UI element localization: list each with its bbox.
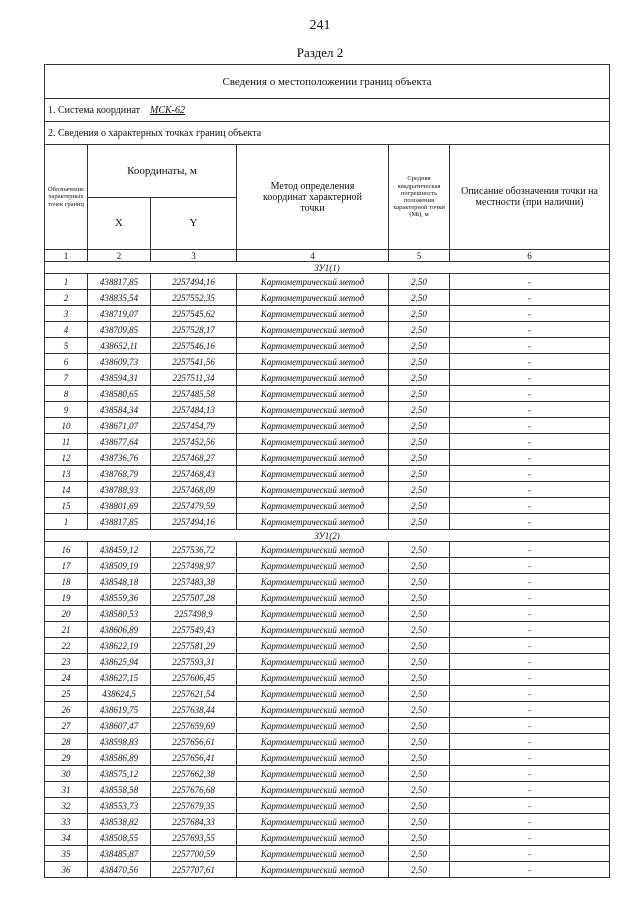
group-label: ЗУ1(1) (45, 262, 610, 274)
mse-cell: 2,50 (389, 434, 450, 450)
table-title: Сведения о местоположении границ объекта (45, 65, 610, 99)
x-coordinate: 438671,07 (88, 418, 151, 434)
points-label: 2. Сведения о характерных точках границ объекта (45, 122, 610, 145)
y-coordinate: 2257468,09 (151, 482, 237, 498)
description-cell: - (450, 590, 610, 606)
mse-cell: 2,50 (389, 558, 450, 574)
table-row (45, 606, 610, 622)
table-row (45, 862, 610, 878)
header-y: Y (151, 198, 237, 250)
y-coordinate: 2257676,68 (151, 782, 237, 798)
y-coordinate: 2257484,13 (151, 402, 237, 418)
x-coordinate: 438485,87 (88, 846, 151, 862)
y-coordinate: 2257468,27 (151, 450, 237, 466)
point-number: 24 (45, 670, 88, 686)
x-coordinate: 438768,79 (88, 466, 151, 482)
point-number: 18 (45, 574, 88, 590)
table-row (45, 622, 610, 638)
x-coordinate: 438607,47 (88, 718, 151, 734)
description-cell: - (450, 482, 610, 498)
column-number: 6 (450, 250, 610, 262)
mse-cell: 2,50 (389, 514, 450, 530)
table-row (45, 638, 610, 654)
point-number: 6 (45, 354, 88, 370)
point-number: 20 (45, 606, 88, 622)
table-row (45, 386, 610, 402)
y-coordinate: 2257552,35 (151, 290, 237, 306)
description-cell: - (450, 370, 610, 386)
column-number: 2 (88, 250, 151, 262)
mse-cell: 2,50 (389, 814, 450, 830)
method-cell: Картометрический метод (237, 638, 389, 654)
mse-cell: 2,50 (389, 718, 450, 734)
mse-cell: 2,50 (389, 782, 450, 798)
point-number: 16 (45, 542, 88, 558)
description-cell: - (450, 274, 610, 290)
method-cell: Картометрический метод (237, 574, 389, 590)
x-coordinate: 438509,19 (88, 558, 151, 574)
point-number: 21 (45, 622, 88, 638)
point-number: 22 (45, 638, 88, 654)
point-number: 3 (45, 306, 88, 322)
x-coordinate: 438736,76 (88, 450, 151, 466)
mse-cell: 2,50 (389, 846, 450, 862)
coord-system-row (45, 99, 610, 122)
group-header-row (45, 530, 610, 542)
method-cell: Картометрический метод (237, 590, 389, 606)
mse-cell: 2,50 (389, 766, 450, 782)
table-row (45, 654, 610, 670)
point-number: 33 (45, 814, 88, 830)
method-cell: Картометрический метод (237, 814, 389, 830)
description-cell: - (450, 798, 610, 814)
table-row (45, 798, 610, 814)
point-number: 26 (45, 702, 88, 718)
x-coordinate: 438606,89 (88, 622, 151, 638)
x-coordinate: 438459,12 (88, 542, 151, 558)
table-row (45, 686, 610, 702)
description-cell: - (450, 862, 610, 878)
header-method: Метод определения координат характерной точки (237, 145, 389, 250)
point-number: 25 (45, 686, 88, 702)
x-coordinate: 438598,83 (88, 734, 151, 750)
table-row (45, 466, 610, 482)
mse-cell: 2,50 (389, 542, 450, 558)
section-title: Раздел 2 (296, 45, 344, 60)
y-coordinate: 2257511,34 (151, 370, 237, 386)
group-label: ЗУ1(2) (45, 530, 610, 542)
header-mse: Средняя квадратическая погрешность положения характерной точки (Mt), м (389, 145, 450, 250)
method-cell: Картометрический метод (237, 798, 389, 814)
table-row (45, 498, 610, 514)
table-row (45, 338, 610, 354)
x-coordinate: 438625,94 (88, 654, 151, 670)
x-coordinate: 438801,69 (88, 498, 151, 514)
description-cell: - (450, 402, 610, 418)
description-cell: - (450, 542, 610, 558)
mse-cell: 2,50 (389, 862, 450, 878)
description-cell: - (450, 466, 610, 482)
method-cell: Картометрический метод (237, 290, 389, 306)
point-number: 14 (45, 482, 88, 498)
table-row (45, 718, 610, 734)
point-number: 36 (45, 862, 88, 878)
method-cell: Картометрический метод (237, 338, 389, 354)
method-cell: Картометрический метод (237, 418, 389, 434)
x-coordinate: 438817,85 (88, 274, 151, 290)
mse-cell: 2,50 (389, 354, 450, 370)
description-cell: - (450, 386, 610, 402)
method-cell: Картометрический метод (237, 622, 389, 638)
point-number: 29 (45, 750, 88, 766)
coord-system-value: МСК-62 (150, 104, 186, 116)
y-coordinate: 2257656,61 (151, 734, 237, 750)
method-cell: Картометрический метод (237, 306, 389, 322)
table-row (45, 814, 610, 830)
x-coordinate: 438580,65 (88, 386, 151, 402)
y-coordinate: 2257593,31 (151, 654, 237, 670)
mse-cell: 2,50 (389, 574, 450, 590)
method-cell: Картометрический метод (237, 766, 389, 782)
x-coordinate: 438548,18 (88, 574, 151, 590)
point-number: 4 (45, 322, 88, 338)
mse-cell: 2,50 (389, 686, 450, 702)
point-number: 31 (45, 782, 88, 798)
x-coordinate: 438575,12 (88, 766, 151, 782)
table-row (45, 830, 610, 846)
x-coordinate: 438652,11 (88, 338, 151, 354)
description-cell: - (450, 290, 610, 306)
mse-cell: 2,50 (389, 274, 450, 290)
point-number: 11 (45, 434, 88, 450)
page-number: 241 (309, 18, 331, 33)
method-cell: Картометрический метод (237, 702, 389, 718)
description-cell: - (450, 654, 610, 670)
x-coordinate: 438677,64 (88, 434, 151, 450)
x-coordinate: 438624,5 (88, 686, 151, 702)
x-coordinate: 438538,82 (88, 814, 151, 830)
mse-cell: 2,50 (389, 338, 450, 354)
header-description: Описание обозначения точки на местности (при наличии) (450, 145, 610, 250)
mse-cell: 2,50 (389, 654, 450, 670)
table-row (45, 846, 610, 862)
y-coordinate: 2257606,45 (151, 670, 237, 686)
x-coordinate: 438584,34 (88, 402, 151, 418)
description-cell: - (450, 846, 610, 862)
method-cell: Картометрический метод (237, 498, 389, 514)
y-coordinate: 2257494,16 (151, 274, 237, 290)
description-cell: - (450, 638, 610, 654)
y-coordinate: 2257546,16 (151, 338, 237, 354)
method-cell: Картометрический метод (237, 750, 389, 766)
description-cell: - (450, 418, 610, 434)
mse-cell: 2,50 (389, 622, 450, 638)
point-number: 28 (45, 734, 88, 750)
table-row (45, 574, 610, 590)
description-cell: - (450, 686, 610, 702)
table-row (45, 450, 610, 466)
point-number: 30 (45, 766, 88, 782)
method-cell: Картометрический метод (237, 402, 389, 418)
table-row (45, 434, 610, 450)
description-cell: - (450, 606, 610, 622)
description-cell: - (450, 338, 610, 354)
point-number: 2 (45, 290, 88, 306)
y-coordinate: 2257700,59 (151, 846, 237, 862)
column-number: 3 (151, 250, 237, 262)
x-coordinate: 438622,19 (88, 638, 151, 654)
description-cell: - (450, 734, 610, 750)
point-number: 35 (45, 846, 88, 862)
y-coordinate: 2257693,55 (151, 830, 237, 846)
mse-cell: 2,50 (389, 386, 450, 402)
method-cell: Картометрический метод (237, 450, 389, 466)
y-coordinate: 2257479,59 (151, 498, 237, 514)
table-row (45, 514, 610, 530)
mse-cell: 2,50 (389, 402, 450, 418)
mse-cell: 2,50 (389, 750, 450, 766)
table-row (45, 670, 610, 686)
table-row (45, 418, 610, 434)
y-coordinate: 2257536,72 (151, 542, 237, 558)
mse-cell: 2,50 (389, 418, 450, 434)
description-cell: - (450, 514, 610, 530)
mse-cell: 2,50 (389, 370, 450, 386)
description-cell: - (450, 322, 610, 338)
table-row (45, 782, 610, 798)
mse-cell: 2,50 (389, 830, 450, 846)
method-cell: Картометрический метод (237, 274, 389, 290)
description-cell: - (450, 750, 610, 766)
mse-cell: 2,50 (389, 606, 450, 622)
description-cell: - (450, 450, 610, 466)
method-cell: Картометрический метод (237, 862, 389, 878)
x-coordinate: 438558,58 (88, 782, 151, 798)
y-coordinate: 2257485,58 (151, 386, 237, 402)
method-cell: Картометрический метод (237, 434, 389, 450)
method-cell: Картометрический метод (237, 466, 389, 482)
point-number: 8 (45, 386, 88, 402)
x-coordinate: 438719,07 (88, 306, 151, 322)
mse-cell: 2,50 (389, 482, 450, 498)
method-cell: Картометрический метод (237, 514, 389, 530)
header-point-designation: Обозначение характерных точек границ (45, 145, 88, 250)
point-number: 23 (45, 654, 88, 670)
table-row (45, 590, 610, 606)
description-cell: - (450, 782, 610, 798)
mse-cell: 2,50 (389, 590, 450, 606)
y-coordinate: 2257498,9 (151, 606, 237, 622)
y-coordinate: 2257507,28 (151, 590, 237, 606)
y-coordinate: 2257662,38 (151, 766, 237, 782)
method-cell: Картометрический метод (237, 686, 389, 702)
description-cell: - (450, 434, 610, 450)
table-row (45, 766, 610, 782)
point-number: 19 (45, 590, 88, 606)
point-number: 12 (45, 450, 88, 466)
table-row (45, 702, 610, 718)
point-number: 1 (45, 274, 88, 290)
table-row (45, 402, 610, 418)
y-coordinate: 2257498,97 (151, 558, 237, 574)
y-coordinate: 2257528,17 (151, 322, 237, 338)
mse-cell: 2,50 (389, 798, 450, 814)
mse-cell: 2,50 (389, 638, 450, 654)
column-number: 1 (45, 250, 88, 262)
y-coordinate: 2257454,79 (151, 418, 237, 434)
method-cell: Картометрический метод (237, 782, 389, 798)
point-number: 7 (45, 370, 88, 386)
description-cell: - (450, 574, 610, 590)
header-x: X (88, 198, 151, 250)
group-header-row (45, 262, 610, 274)
method-cell: Картометрический метод (237, 606, 389, 622)
description-cell: - (450, 558, 610, 574)
method-cell: Картометрический метод (237, 718, 389, 734)
y-coordinate: 2257684,33 (151, 814, 237, 830)
method-cell: Картометрический метод (237, 354, 389, 370)
y-coordinate: 2257656,41 (151, 750, 237, 766)
x-coordinate: 438709,85 (88, 322, 151, 338)
point-number: 27 (45, 718, 88, 734)
method-cell: Картометрический метод (237, 558, 389, 574)
method-cell: Картометрический метод (237, 846, 389, 862)
column-number: 5 (389, 250, 450, 262)
description-cell: - (450, 830, 610, 846)
point-number: 15 (45, 498, 88, 514)
x-coordinate: 438470,56 (88, 862, 151, 878)
description-cell: - (450, 766, 610, 782)
table-row (45, 354, 610, 370)
method-cell: Картометрический метод (237, 830, 389, 846)
coord-system-label: 1. Система координат (48, 104, 141, 116)
y-coordinate: 2257581,29 (151, 638, 237, 654)
y-coordinate: 2257707,61 (151, 862, 237, 878)
point-number: 34 (45, 830, 88, 846)
description-cell: - (450, 306, 610, 322)
method-cell: Картометрический метод (237, 734, 389, 750)
x-coordinate: 438586,89 (88, 750, 151, 766)
x-coordinate: 438835,54 (88, 290, 151, 306)
method-cell: Картометрический метод (237, 370, 389, 386)
mse-cell: 2,50 (389, 670, 450, 686)
y-coordinate: 2257468,43 (151, 466, 237, 482)
x-coordinate: 438609,73 (88, 354, 151, 370)
table-row (45, 482, 610, 498)
x-coordinate: 438627,15 (88, 670, 151, 686)
x-coordinate: 438817,85 (88, 514, 151, 530)
method-cell: Картометрический метод (237, 670, 389, 686)
method-cell: Картометрический метод (237, 654, 389, 670)
point-number: 1 (45, 514, 88, 530)
x-coordinate: 438580,53 (88, 606, 151, 622)
description-cell: - (450, 622, 610, 638)
y-coordinate: 2257545,62 (151, 306, 237, 322)
table-row (45, 558, 610, 574)
mse-cell: 2,50 (389, 734, 450, 750)
mse-cell: 2,50 (389, 498, 450, 514)
description-cell: - (450, 702, 610, 718)
table-row (45, 274, 610, 290)
table-row (45, 306, 610, 322)
column-number: 4 (237, 250, 389, 262)
y-coordinate: 2257679,35 (151, 798, 237, 814)
x-coordinate: 438508,55 (88, 830, 151, 846)
method-cell: Картометрический метод (237, 386, 389, 402)
description-cell: - (450, 670, 610, 686)
point-number: 32 (45, 798, 88, 814)
y-coordinate: 2257452,56 (151, 434, 237, 450)
method-cell: Картометрический метод (237, 542, 389, 558)
table-row (45, 370, 610, 386)
description-cell: - (450, 718, 610, 734)
mse-cell: 2,50 (389, 290, 450, 306)
boundary-table (44, 64, 610, 878)
mse-cell: 2,50 (389, 306, 450, 322)
point-number: 13 (45, 466, 88, 482)
x-coordinate: 438559,36 (88, 590, 151, 606)
x-coordinate: 438619,75 (88, 702, 151, 718)
table-row (45, 750, 610, 766)
x-coordinate: 438594,31 (88, 370, 151, 386)
mse-cell: 2,50 (389, 450, 450, 466)
y-coordinate: 2257659,69 (151, 718, 237, 734)
y-coordinate: 2257549,43 (151, 622, 237, 638)
mse-cell: 2,50 (389, 702, 450, 718)
point-number: 5 (45, 338, 88, 354)
y-coordinate: 2257541,56 (151, 354, 237, 370)
method-cell: Картометрический метод (237, 322, 389, 338)
description-cell: - (450, 354, 610, 370)
x-coordinate: 438788,93 (88, 482, 151, 498)
header-coordinates: Координаты, м (88, 145, 237, 198)
point-number: 10 (45, 418, 88, 434)
y-coordinate: 2257621,54 (151, 686, 237, 702)
description-cell: - (450, 498, 610, 514)
point-number: 9 (45, 402, 88, 418)
mse-cell: 2,50 (389, 466, 450, 482)
table-row (45, 290, 610, 306)
x-coordinate: 438553,73 (88, 798, 151, 814)
table-row (45, 542, 610, 558)
method-cell: Картометрический метод (237, 482, 389, 498)
mse-cell: 2,50 (389, 322, 450, 338)
point-number: 17 (45, 558, 88, 574)
table-row (45, 322, 610, 338)
table-row (45, 734, 610, 750)
y-coordinate: 2257638,44 (151, 702, 237, 718)
y-coordinate: 2257483,38 (151, 574, 237, 590)
y-coordinate: 2257494,16 (151, 514, 237, 530)
description-cell: - (450, 814, 610, 830)
